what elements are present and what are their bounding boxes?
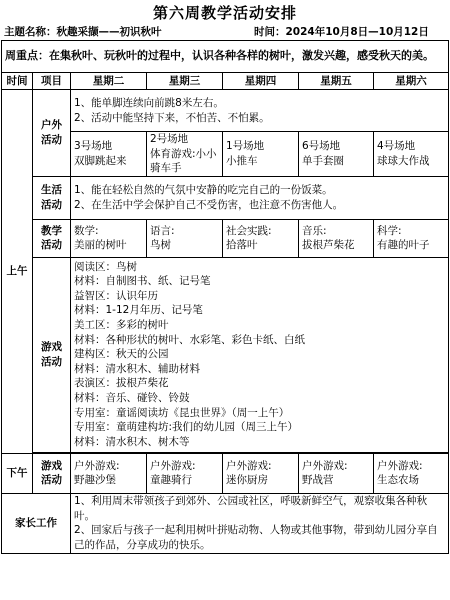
teaching-day-tuesday: 数学: 美丽的树叶: [71, 219, 147, 257]
play-line: 材料：各种形状的树叶、水彩笔、彩色卡纸、白纸: [74, 333, 305, 346]
play-line: 材料：清水积木、辅助材料: [74, 362, 200, 375]
play-areas: [71, 257, 449, 452]
outdoor-day-saturday: 4号场地 球球大作战: [374, 132, 449, 177]
life-note-2: 2、在生活中学会保护自己不受伤害，也注意不伤害他人。: [74, 198, 344, 211]
play-line: 专用室：童萌建构坊:我们的幼儿园（周三上午）: [74, 421, 299, 434]
parents-notes: [71, 493, 449, 553]
afternoon-day-friday: 户外游戏: 野战营: [299, 453, 374, 493]
teaching-day-wednesday: 语言: 鸟树: [147, 219, 223, 257]
parents-label: 家长工作: [2, 493, 71, 553]
outdoor-label: 户外活动: [33, 90, 71, 177]
header-wednesday: 星期三: [147, 73, 223, 90]
header-tuesday: 星期二: [71, 73, 147, 90]
afternoon-play-label: 游戏活动: [33, 453, 71, 493]
play-line: 材料：1-12月年历、记号笔: [74, 304, 203, 317]
teaching-day-friday: 音乐: 拔根芦柴花: [299, 219, 374, 257]
outdoor-day-friday: 6号场地 单手套圈: [299, 132, 374, 177]
life-label: 生活活动: [33, 176, 71, 219]
header-friday: 星期五: [299, 73, 374, 90]
outdoor-day-thursday: 1号场地 小推车: [223, 132, 299, 177]
page-title: 第六周教学活动安排: [152, 4, 297, 22]
play-line: 美工区：多彩的树叶: [74, 319, 169, 332]
theme-name: 主题名称：秋趣采撷——初识秋叶: [4, 26, 162, 38]
play-line: 益智区：认识年历: [74, 289, 158, 302]
teaching-label: 教学活动: [33, 219, 71, 257]
outdoor-note-2: 2、活动中能坚持下来，不怕苦、不怕累。: [74, 111, 270, 124]
outdoor-day-wednesday: 2号场地 体育游戏:小小骑车手: [147, 132, 223, 177]
outdoor-day-tuesday: 3号场地 双脚跳起来: [71, 132, 147, 177]
outdoor-notes: [71, 90, 449, 132]
header-row: [2, 73, 449, 90]
play-line: 材料：清水积木、树木等: [74, 435, 190, 448]
weekly-focus: 周重点：在集秋叶、玩秋叶的过程中，认识各种各样的树叶，激发兴趣，感受秋天的美。: [2, 41, 449, 73]
life-notes: [71, 176, 449, 219]
afternoon-day-thursday: 户外游戏: 迷你厨房: [223, 453, 299, 493]
header-saturday: 星期六: [374, 73, 449, 90]
play-line: 材料：自制图书、纸、记号笔: [74, 275, 211, 288]
afternoon-day-wednesday: 户外游戏: 童趣骑行: [147, 453, 223, 493]
play-line: 表演区：拔根芦柴花: [74, 377, 169, 390]
afternoon-label: 下午: [2, 453, 33, 493]
play-line: 专用室：童谣阅读坊《昆虫世界》（周一上午）: [74, 406, 290, 419]
header-time: 时间: [2, 73, 33, 90]
play-line: 建构区：秋天的公园: [74, 348, 169, 361]
play-label: 游戏活动: [33, 257, 71, 452]
theme-line: [4, 24, 446, 39]
header-item: 项目: [33, 73, 71, 90]
teaching-day-saturday: 科学: 有趣的叶子: [374, 219, 449, 257]
play-line: 材料：音乐、碰铃、铃鼓: [74, 391, 190, 404]
morning-label: 上午: [2, 90, 33, 454]
teaching-day-thursday: 社会实践: 拾落叶: [223, 219, 299, 257]
schedule-table: [1, 40, 449, 554]
date-range: 时间：2024年10月8日—10月12日: [254, 26, 429, 38]
outdoor-note-1: 1、能单脚连续向前跳8米左右。: [74, 97, 224, 109]
header-thursday: 星期四: [223, 73, 299, 90]
afternoon-day-saturday: 户外游戏: 生态农场: [374, 453, 449, 493]
life-note-1: 1、能在轻松自然的气氛中安静的吃完自己的一份饭菜。: [74, 184, 333, 196]
parents-note-2: 2、回家后与孩子一起利用树叶拼贴动物、人物或其他事物，带到幼儿园分享自己的作品，分享成功的快乐。: [74, 524, 438, 551]
afternoon-day-tuesday: 户外游戏: 野趣沙堡: [71, 453, 147, 493]
parents-note-1: 1、利用周末带领孩子到郊外、公园或社区，呼吸新鲜空气，观察收集各种秋叶。: [74, 495, 428, 522]
play-line: 阅读区：鸟树: [74, 260, 137, 273]
